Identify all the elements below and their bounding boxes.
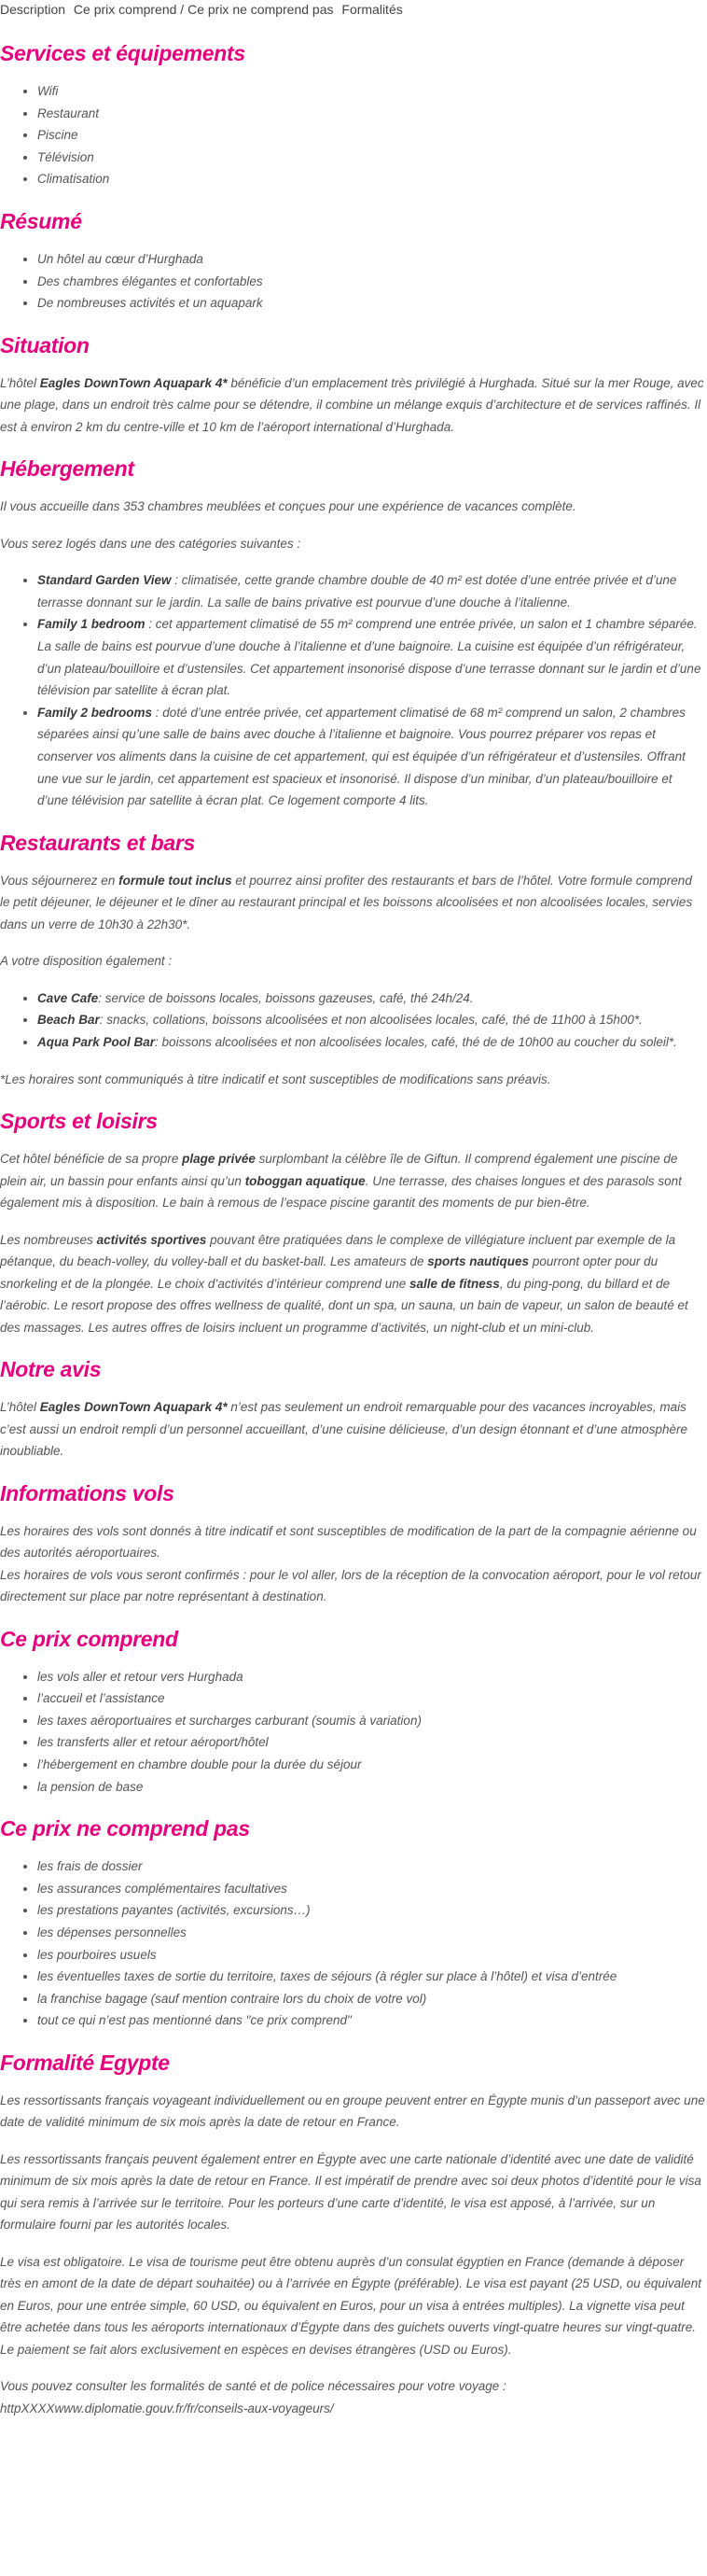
text-span: Vous séjournerez en	[0, 873, 119, 888]
list-item: • les éventuelles taxes de sortie du territoire, taxes de séjours (à régler sur place à l’hôtel) et visa d’entrée	[37, 1966, 705, 1988]
avis-text	[0, 1396, 705, 1463]
list-item: • Climatisation	[37, 168, 705, 190]
room-name: Family 2 bedrooms	[37, 705, 153, 720]
ne-comprend-title: Ce prix ne comprend pas	[0, 1816, 250, 1841]
bar-name: Aqua Park Pool Bar	[37, 1034, 156, 1049]
room-list	[0, 569, 705, 812]
list-item: • Wifi	[37, 80, 705, 103]
text-span: Vous pouvez consulter les formalités de santé et de police nécessaires pour votre voyage :	[0, 2379, 506, 2394]
hebergement-categories-intro: Vous serez logés dans une des catégories suivantes :	[0, 536, 301, 551]
list-item: • la franchise bagage (sauf mention contraire lors du choix de votre vol)	[37, 1988, 705, 2010]
tab-prix[interactable]: Ce prix comprend / Ce prix ne comprend pas	[73, 2, 334, 17]
text-span: L’hôtel	[0, 375, 40, 390]
formalite-text-2: Les ressortissants français peuvent également entrer en Égypte avec une carte nationale d’identité avec une date de validité minimum de six mois après la date de retour en France. Il est impératif de prendre avec soi deux photos d’identité pour le visa qui sera remis à l’arrivée sur le territoire. Pour les porteurs d’une carte d’identité, le visa est apposé, à l’arrivée, sur un formulaire fourni par les autorités locales.	[0, 2151, 701, 2233]
text-span: . Une terrasse, des chaises longues et des parasols sont également mis à disposition. Le bain à remous de l’espace piscine garantit des moments de pur bien-être.	[0, 1173, 682, 1211]
restaurants-note: *Les horaires sont communiqués à titre indicatif et sont susceptibles de modifications sans préavis.	[0, 1071, 551, 1086]
list-item: • les dépenses personnelles	[37, 1922, 705, 1944]
room-item	[37, 569, 705, 613]
text-span: et pourrez ainsi profiter des restaurants et bars de l’hôtel. Votre formule comprend le petit déjeuner, le déjeuner et le dîner au restaurant principal et les boissons alcoolisées et non alcoolisées locales, servies dans un verre de 10h30 à 22h30*.	[0, 873, 693, 931]
text-span: surplombant la célèbre île de Giftun. Il comprend également une piscine de plein air, un bassin pour enfants ainsi qu’un	[0, 1152, 678, 1188]
hebergement-intro: Il vous accueille dans 353 chambres meublées et conçues pour une expérience de vacances complète.	[0, 499, 576, 514]
list-item: • la pension de base	[37, 1776, 705, 1799]
list-item: • l’hébergement en chambre double pour la durée du séjour	[37, 1754, 705, 1776]
list-item: • les prestations payantes (activités, excursions…)	[37, 1899, 705, 1922]
text-span: Cet hôtel bénéficie de sa propre	[0, 1152, 183, 1167]
highlight: activités sportives	[96, 1232, 207, 1247]
avis-title: Notre avis	[0, 1357, 102, 1382]
highlight: sports nautiques	[427, 1254, 530, 1269]
situation-text	[0, 372, 705, 439]
list-item: • les frais de dossier	[37, 1855, 705, 1878]
room-desc: : cet appartement climatisé de 55 m² comprend une entrée privée, un salon et 1 chambre séparée. La salle de bains est pourvue d’une douche à l’italienne et d’une baignoire. La cuisine est équipée d’un réfrigérateur, d’un plateau/bouilloire et d’ustensiles. Cet appartement insonorisé dispose d’une terrasse donnant sur le jardin et d’une télévision par satellite à écran plat.	[37, 617, 701, 698]
hebergement-title: Hébergement	[0, 456, 134, 482]
text-span: n’est pas seulement un endroit remarquable pour des vacances incroyables, mais c’est aussi un endroit rempli d’un personnel accueillant, d’une cuisine délicieuse, d’un design étonnant et d’une atmosphère inoubliable.	[0, 1400, 687, 1459]
bar-item	[37, 1031, 705, 1054]
text-span: L’hôtel	[0, 1400, 40, 1415]
vols-title: Informations vols	[0, 1480, 174, 1505]
list-item: • l’accueil et l’assistance	[37, 1687, 705, 1710]
bar-desc: : service de boissons locales, boissons gazeuses, café, thé 24h/24.	[98, 990, 474, 1005]
ne-comprend-list	[0, 1855, 705, 2032]
highlight: salle de fitness	[409, 1276, 500, 1291]
text-span: pourront opter pour du snorkeling et de la plongée. Le choix d’activités d’intérieur comprend une	[0, 1254, 658, 1291]
text-span: Les horaires des vols sont donnés à titre indicatif et sont susceptibles de modification de la part de la compagnie aérienne ou des autorités aéroportuaires.	[0, 1523, 697, 1561]
highlight: plage privée	[182, 1152, 256, 1167]
list-item: • Piscine	[37, 124, 705, 147]
comprend-title: Ce prix comprend	[0, 1626, 178, 1651]
text-span: bénéficie d’un emplacement très privilégié à Hurghada. Situé sur la mer Rouge, avec une plage, dans un endroit très calme pour se détendre, il combine un mélange exquis d’architecture et de services raffinés. Il est à environ 2 km du centre-ville et 10 km de l’aéroport international d’Hurghada.	[0, 375, 704, 434]
formalite-title: Formalité Egypte	[0, 2050, 170, 2075]
list-item: • Des chambres élégantes et confortables	[37, 271, 705, 293]
resume-title: Résumé	[0, 208, 82, 233]
bar-name: Beach Bar	[37, 1013, 100, 1028]
sports-text-1	[0, 1148, 705, 1214]
sports-text-2	[0, 1229, 705, 1339]
room-name: Family 1 bedroom	[37, 617, 146, 632]
list-item: • tout ce qui n’est pas mentionné dans "ce prix comprend"	[37, 2009, 705, 2032]
resume-list	[0, 248, 705, 315]
bar-name: Cave Cafe	[37, 990, 99, 1005]
sports-title: Sports et loisirs	[0, 1109, 158, 1134]
list-item: • les pourboires usuels	[37, 1944, 705, 1967]
room-name: Standard Garden View	[37, 573, 172, 588]
list-item: • les vols aller et retour vers Hurghada	[37, 1666, 705, 1688]
list-item: • Un hôtel au cœur d’Hurghada	[37, 248, 705, 271]
list-item: • les transferts aller et retour aéroport/hôtel	[37, 1731, 705, 1754]
formalite-text-1: Les ressortissants français voyageant individuellement ou en groupe peuvent entrer en Égypte munis d’un passeport avec une date de validité minimum de six mois après la date de retour en France.	[0, 2093, 705, 2130]
list-item: • les taxes aéroportuaires et surcharges carburant (soumis à variation)	[37, 1710, 705, 1732]
restaurants-text	[0, 870, 705, 936]
tab-description[interactable]: Description	[0, 2, 66, 17]
text-span: pouvant être pratiquées dans le complexe de villégiature incluent par exemple de la pétanque, du beach-volley, du volley-ball et du basket-ball. Les amateurs de	[0, 1232, 676, 1269]
hotel-name: Eagles DownTown Aquapark 4*	[39, 1400, 228, 1415]
text-span: Les nombreuses	[0, 1232, 97, 1247]
formula-name: formule tout inclus	[118, 873, 232, 888]
list-item: • les assurances complémentaires facultatives	[37, 1878, 705, 1900]
room-desc: : doté d’une entrée privée, cet appartement climatisé de 68 m² comprend un salon, 2 chambres séparées ainsi qu’une salle de bains avec douche à l’italienne et baignoire. Vous pourrez préparer vos repas et conserver vos aliments dans la cuisine de cet appartement, qui est équipée d’un réfrigérateur et d’ustensiles. Offrant une vue sur le jardin, cet appartement est spacieux et insonorisé. Il dispose d’un minibar, d’un plateau/bouilloire et d’une télévision par satellite à écran plat. Ce logement comporte 4 lits.	[37, 705, 686, 808]
room-item	[37, 702, 705, 812]
restaurants-intro: A votre disposition également :	[0, 954, 173, 969]
services-list	[0, 80, 705, 190]
comprend-list	[0, 1666, 705, 1799]
highlight: toboggan aquatique	[244, 1173, 366, 1188]
diplomatie-link[interactable]: httpXXXXwww.diplomatie.gouv.fr/fr/conseils-aux-voyageurs/	[0, 2401, 334, 2415]
list-item: • Télévision	[37, 147, 705, 169]
formalite-text-3: Le visa est obligatoire. Le visa de tourisme peut être obtenu auprès d’un consulat égyptien en France (demande à déposer très en amont de la date de départ souhaitée) ou à l’arrivée en Égypte (préférable). Le visa est payant (25 USD, ou équivalent en Euros, pour une entrée simple, 60 USD, ou équivalent en Euros, pour un visa à entrées multiples). La vignette visa peut être achetée dans tous les aéroports internationaux d’Égypte dans des guichets ouverts vingt-quatre heures sur vingt-quatre. Le paiement se fait alors exclusivement en espèces en devises étrangères (USD ou Euros).	[0, 2254, 701, 2357]
situation-title: Situation	[0, 332, 90, 357]
restaurants-title: Restaurants et bars	[0, 830, 196, 855]
tab-formalites[interactable]: Formalités	[341, 2, 403, 17]
bar-desc: : boissons alcoolisées et non alcoolisées locales, café, thé de de 10h00 au coucher du soleil*.	[155, 1034, 677, 1049]
bar-item	[37, 987, 705, 1010]
hotel-name: Eagles DownTown Aquapark 4*	[39, 375, 228, 390]
room-desc: : climatisée, cette grande chambre double de 40 m² est dotée d’une entrée privée et d’une terrasse donnant sur le jardin. La salle de bains privative est pourvue d’une douche à l’italienne.	[37, 573, 677, 609]
bar-item	[37, 1009, 705, 1031]
room-item	[37, 613, 705, 701]
bar-desc: : snacks, collations, boissons alcoolisées et non alcoolisées locales, café, thé de 11h00 à 15h00*.	[99, 1013, 643, 1028]
bar-list	[0, 987, 705, 1054]
services-title: Services et équipements	[0, 41, 245, 65]
list-item: • Restaurant	[37, 103, 705, 125]
text-span: Les horaires de vols vous seront confirmés : pour le vol aller, lors de la réception de la convocation aéroport, pour le vol retour directement sur place par notre représentant à destination.	[0, 1567, 701, 1604]
formalite-text-4	[0, 2375, 705, 2419]
vols-text	[0, 1520, 705, 1608]
list-item: • De nombreuses activités et un aquapark	[37, 292, 705, 315]
text-span: , du ping-pong, du billard et de l’aérobic. Le resort propose des offres wellness de qualité, dont un spa, un sauna, un bain de vapeur, un salon de beauté et des massages. Les autres offres de loisirs incluent un programme d’activités, un night-club et un mini-club.	[0, 1276, 688, 1335]
tab-bar	[0, 0, 705, 21]
